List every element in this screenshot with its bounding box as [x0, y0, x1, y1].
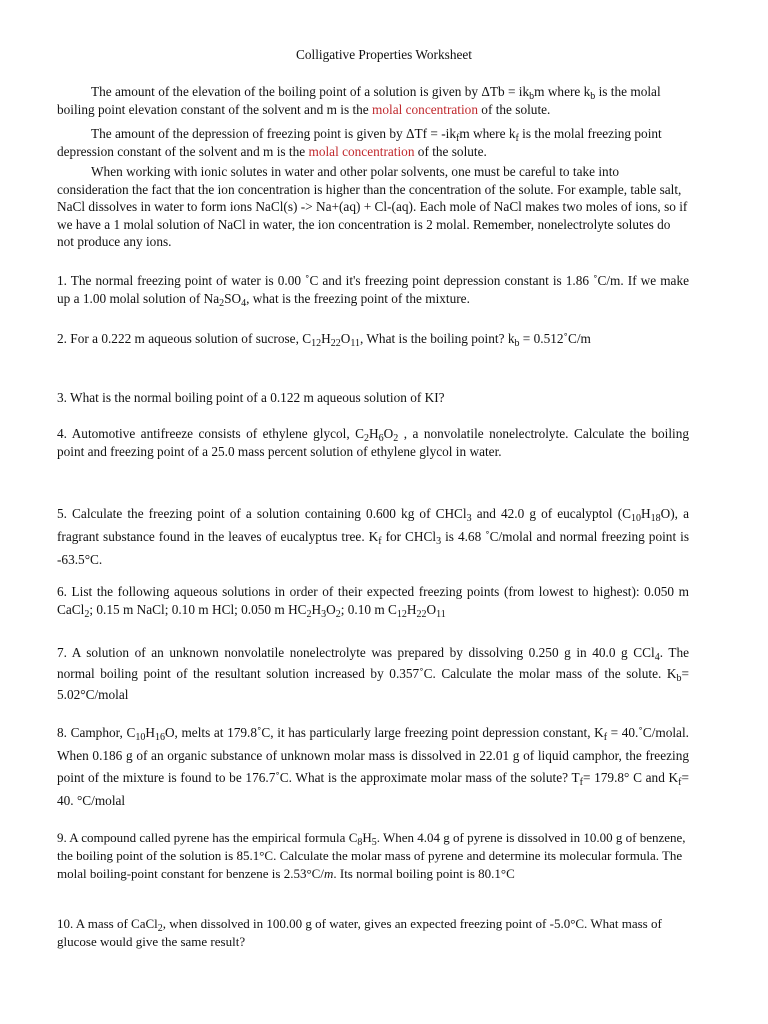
question-3: 3. What is the normal boiling point of a 0.122 m aqueous solution of KI?: [57, 390, 445, 405]
intro-paragraph-freezing: The amount of the depression of freezing point is given by $\Delta Tf = -ik_fm$ where $k_f$ is the molal freezing point depression constant of the solvent and m is the molal concentration of the solute.: [57, 126, 662, 159]
intro-paragraph-boiling: The amount of the elevation of the boiling point of a solution is given by $\Delta Tb = ik_bm$ where $k_b$ is the molal boiling point elevation constant of the solvent and m is the molal concentration of the solute.: [57, 84, 661, 117]
question-8: 8. Camphor, $C_{10}H_{16}O$, melts at 179.8˚C, it has particularly large freezing point depression constant, $K_f$ = 40.˚C/molal. When 0.186 g of an organic substance of unknown molar mass is dissolved in 22.01 g of liquid camphor, the freezing point of the mixture is found to be 176.7˚C. What is the approximate molar mass of the solute? $T_f= 179.8^\circ$ C and $K_f= 40$. °C/molal: [57, 725, 689, 808]
question-9: 9. A compound called pyrene has the empirical formula $C_8H_5$. When 4.04 g of pyrene is dissolved in 10.00 g of benzene, the boiling point of the solution is 85.1°C. Calculate the molar mass of pyrene and determine its molecular formula. The molal boiling-point constant for benzene is 2.53°C/m. Its normal boiling point is 80.1°C: [57, 830, 686, 881]
question-4: 4. Automotive antifreeze consists of ethylene glycol, $C_2H_6O_2$ , a nonvolatile nonelectrolyte. Calculate the boiling point and freezing point of a 25.0 mass percent solution of ethylene glycol in water.: [57, 426, 690, 459]
question-6: 6. List the following aqueous solutions in order of their expected freezing points (from lowest to highest): 0.050 m CaCl$_2$; 0.15 m NaCl; 0.10 m HCl; 0.050 m $HC_2H_3O_2$; 0.10 m $C_{12}H_{22}O_{11}$: [57, 584, 689, 620]
page-title: Colligative Properties Worksheet: [296, 47, 472, 62]
molal-concentration-link: molal concentration: [372, 102, 478, 117]
intro-paragraph-ionic: When working with ionic solutes in water and other polar solvents, one must be careful to take into consideration the fact that the ion concentration is higher than the concentration of the solute. For example, table salt, NaCl dissolves in water to form ions NaCl(s) -> Na+(aq) + Cl-(aq). Each mole of NaCl makes two moles of ions, so if we have a 1 molal solution of NaCl in water, the ion concentration is 2 molal. Remember, nonelectrolyte solutes do not produce any ions.: [57, 164, 688, 250]
question-10: 10. A mass of CaCl$_2$, when dissolved in 100.00 g of water, gives an expected freezing point of -5.0°C. What mass of glucose would give the same result?: [57, 916, 662, 949]
question-7: 7. A solution of an unknown nonvolatile nonelectrolyte was prepared by dissolving 0.250 g in 40.0 g CCl$_4$. The normal boiling point of the resultant solution increased by 0.357˚C. Calculate the molar mass of the solute. $K_b=$ 5.02°C/molal: [57, 645, 689, 702]
question-2: 2. For a 0.222 m aqueous solution of sucrose, $C_{12}H_{22}O_{11}$, What is the boiling point? $k_b$ = 0.512˚C/m: [57, 331, 591, 349]
molal-concentration-link: molal concentration: [308, 144, 415, 159]
question-5: 5. Calculate the freezing point of a solution containing 0.600 kg of CHCl$_3$ and 42.0 g of eucalyptol $(C_{10}H_{18}O)$, a fragrant substance found in the leaves of eucalyptus tree. $K_f$ for CHCl$_3$ is 4.68 ˚C/molal and normal freezing point is -63.5°C.: [57, 506, 689, 567]
question-1: 1. The normal freezing point of water is 0.00 ˚C and it's freezing point depression constant is 1.86 ˚C/m. If we make up a 1.00 molal solution of $Na_2SO_4$, what is the freezing point of the mixture.: [57, 273, 689, 309]
